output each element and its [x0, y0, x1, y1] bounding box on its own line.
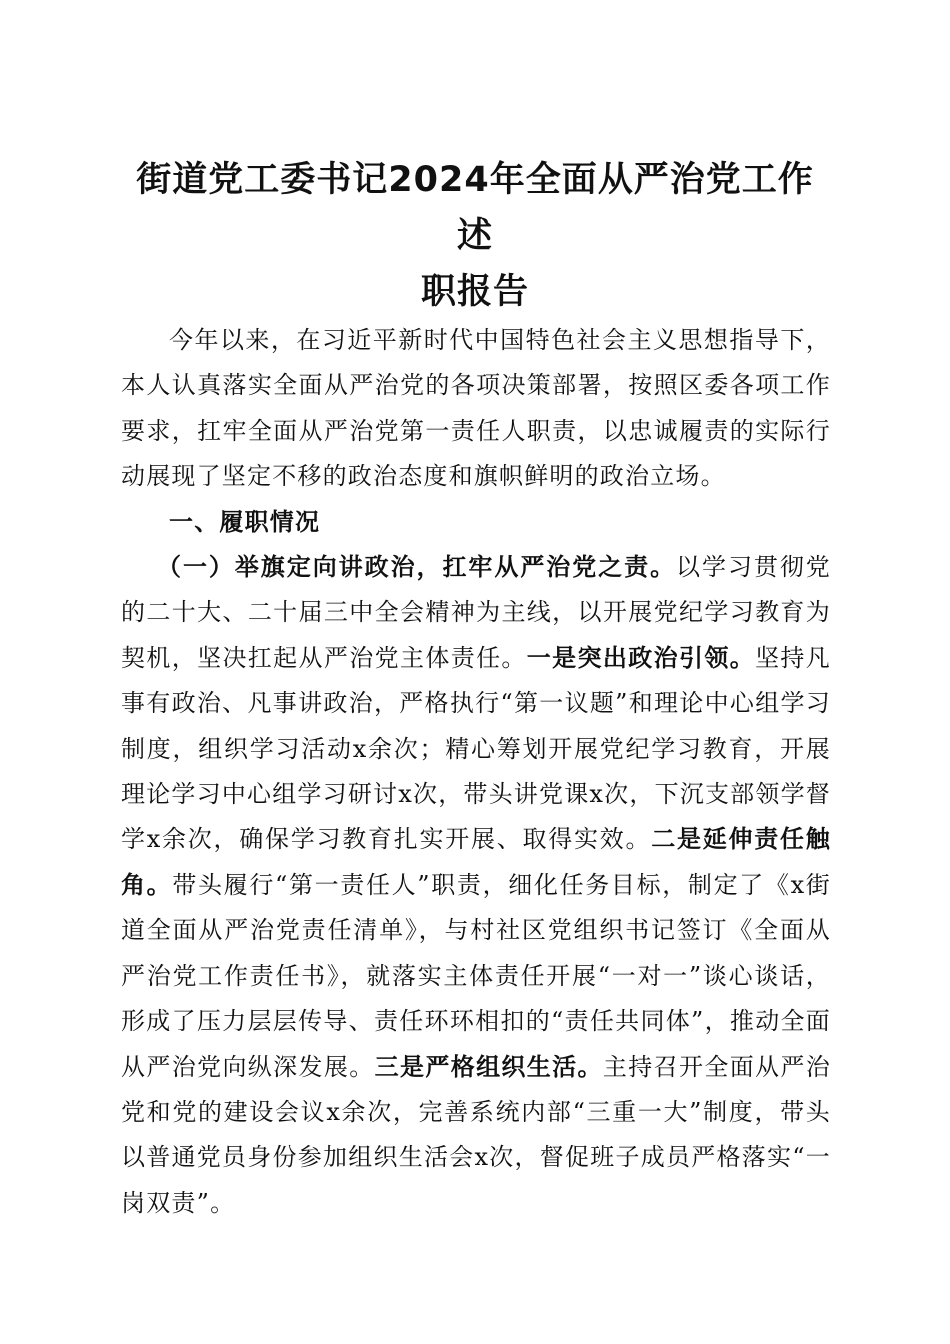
subsection-text: 以学习贯彻党的二十大、二十届三中全会精神为主线，以开展党纪学习教育为契机，坚决扛起从严治党主体责任。	[121, 553, 832, 672]
section-heading: 一、履职情况	[169, 507, 321, 536]
subsection-paragraph	[121, 545, 831, 1226]
title-line-2: 职报告	[420, 272, 529, 312]
title-line-1: 街道党工委书记2024年全面从严治党工作述	[136, 160, 814, 256]
document-body	[121, 318, 831, 1226]
point-3-text: 主持召开全面从严治党和党的建设会议x余次，完善系统内部“三重一大”制度，带头以普通党员身份参加组织生活会x次，督促班子成员严格落实“一岗双责”。	[121, 1052, 831, 1217]
point-3-label: 三是严格组织生活。	[374, 1052, 603, 1081]
point-1-label: 一是突出政治引领。	[526, 643, 756, 672]
intro-paragraph: 今年以来，在习近平新时代中国特色社会主义思想指导下，本人认真落实全面从严治党的各项决策部署，按照区委各项工作要求，扛牢全面从严治党第一责任人职责，以忠诚履责的实际行动展现了坚定不移的政治态度和旗帜鲜明的政治立场。	[121, 326, 831, 491]
point-2-text: 带头履行“第一责任人”职责，细化任务目标，制定了《x街道全面从严治党责任清单》，与村社区党组织书记签订《全面从严治党工作责任书》，就落实主体责任开展“一对一”谈心谈话，形成了压力层层传导、责任环环相扣的“责任共同体”，推动全面从严治党向纵深发展。	[121, 870, 831, 1081]
subsection-heading: （一）举旗定向讲政治，扛牢从严治党之责。	[157, 553, 677, 582]
point-2-label: 二是延伸责任触角。	[121, 825, 831, 899]
point-1-text: 坚持凡事有政治、凡事讲政治，严格执行“第一议题”和理论中心组学习制度，组织学习活动x余次；精心筹划开展党纪学习教育，开展理论学习中心组学习研讨x次，带头讲党课x次，下沉支部领学督学x余次，确保学习教育扎实开展、取得实效。	[121, 643, 831, 854]
document-title	[120, 152, 830, 320]
